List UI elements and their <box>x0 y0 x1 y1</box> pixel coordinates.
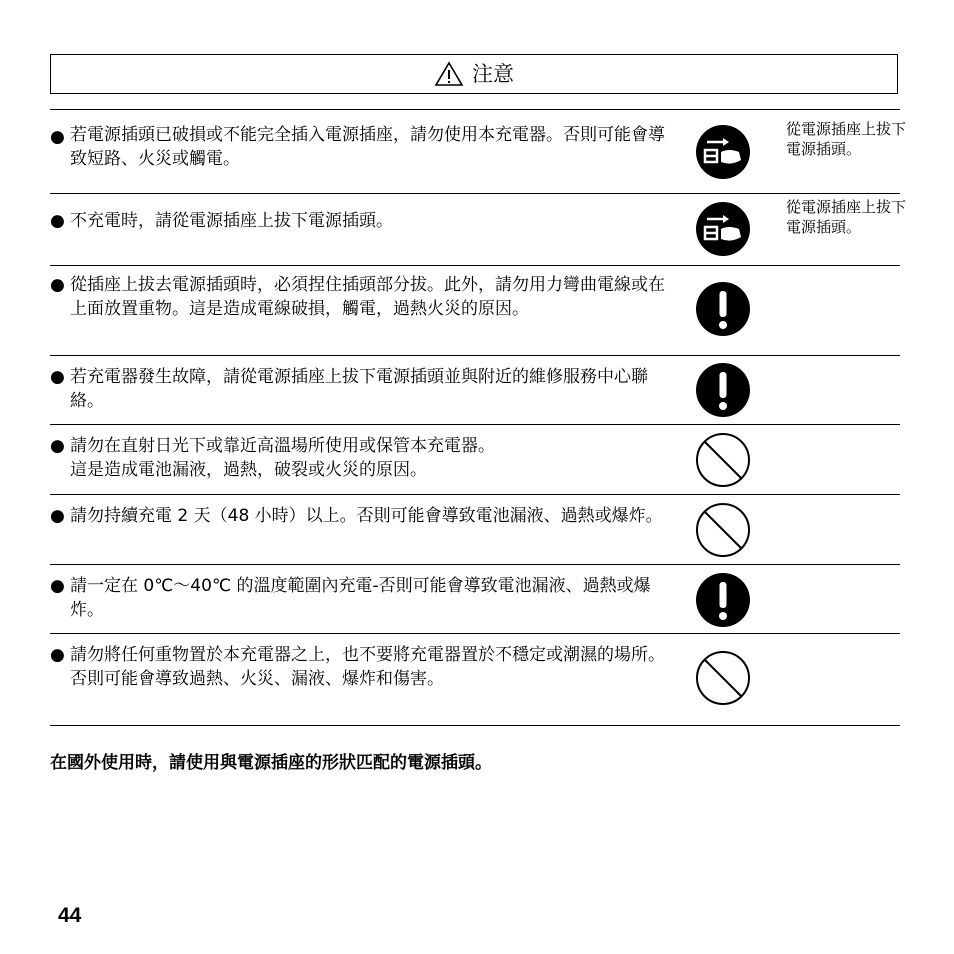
bullet: ● <box>50 576 65 596</box>
prohibited-icon <box>695 650 751 706</box>
item-note: 從電源插座上拔下電源插頭。 <box>786 198 907 236</box>
overseas-use-note: 在國外使用時，請使用與電源插座的形狀匹配的電源插頭。 <box>50 753 492 773</box>
list-item <box>50 494 900 564</box>
item-text: 請勿在直射日光下或靠近高溫場所使用或保管本充電器。 這是造成電池漏液，過熱，破裂或火災的原因。 <box>70 436 495 480</box>
bullet: ● <box>50 645 65 665</box>
item-text: 不充電時，請從電源插座上拔下電源插頭。 <box>70 211 393 231</box>
list-item <box>50 633 900 726</box>
list-item <box>50 424 900 494</box>
prohibited-icon <box>695 502 751 558</box>
prohibited-icon <box>695 432 751 488</box>
bullet: ● <box>50 367 65 387</box>
bullet: ● <box>50 275 65 295</box>
item-text: 請一定在 0℃～40℃ 的溫度範圍內充電-否則可能會導致電池漏液、過熱或爆炸。 <box>70 576 651 620</box>
bullet: ● <box>50 127 65 147</box>
caution-header <box>50 54 898 94</box>
unplug-icon <box>695 201 751 257</box>
unplug-icon <box>695 124 751 180</box>
list-item <box>50 355 900 424</box>
item-text: 請勿持續充電 2 天（48 小時）以上。否則可能會導致電池漏液、過熱或爆炸。 <box>70 506 663 526</box>
list-item <box>50 564 900 633</box>
caution-list <box>50 109 907 726</box>
item-text: 請勿將任何重物置於本充電器之上，也不要將充電器置於不穩定或潮濕的場所。否則可能會導致過熱、火災、漏液、爆炸和傷害。 <box>70 645 665 689</box>
item-note: 從電源插座上拔下電源插頭。 <box>786 120 907 158</box>
item-text: 從插座上拔去電源插頭時，必須捏住插頭部分拔。此外，請勿用力彎曲電線或在上面放置重物。這是造成電線破損，觸電，過熱火災的原因。 <box>70 275 665 319</box>
bullet: ● <box>50 436 65 456</box>
list-item <box>50 109 907 193</box>
mandatory-icon <box>695 572 751 628</box>
list-item <box>50 265 900 355</box>
caution-title: 注意 <box>472 61 514 86</box>
mandatory-icon <box>695 362 751 418</box>
mandatory-icon <box>695 281 751 337</box>
page-number: 44 <box>58 904 82 927</box>
bullet: ● <box>50 211 65 231</box>
item-text: 若電源插頭已破損或不能完全插入電源插座，請勿使用本充電器。否則可能會導致短路、火災或觸電。 <box>70 125 665 169</box>
warning-triangle-icon <box>434 61 464 87</box>
list-item <box>50 193 907 265</box>
bullet: ● <box>50 506 65 526</box>
item-text: 若充電器發生故障，請從電源插座上拔下電源插頭並與附近的維修服務中心聯絡。 <box>70 367 648 411</box>
